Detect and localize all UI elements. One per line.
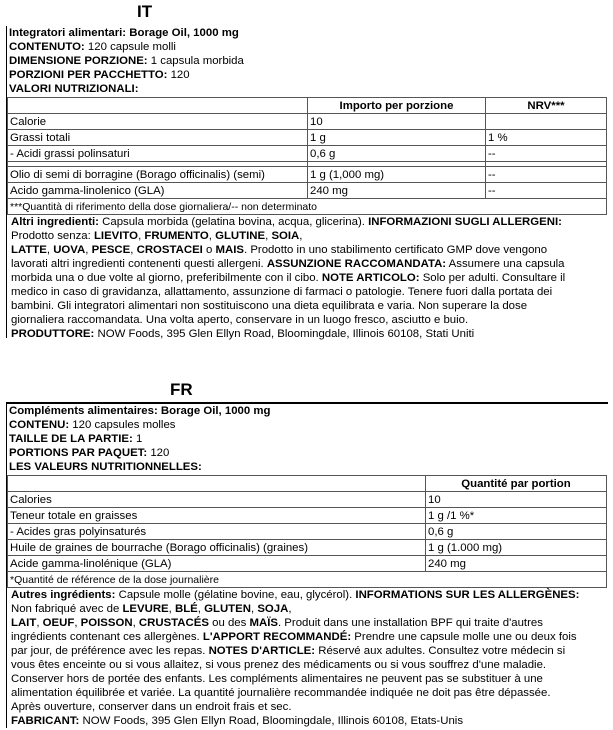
text-segment: , [74, 617, 81, 629]
text-segment: , [168, 603, 175, 615]
text-segment: , [138, 230, 145, 242]
text-segment: . Produit dans une installation BPF qui traite d'autres [277, 617, 543, 629]
text-segment: LATTE [11, 244, 47, 256]
table-row [8, 146, 607, 162]
row-nrv: 1 % [486, 130, 607, 146]
text-segment: lavorati altri ingredienti contenenti questi allergeni. [11, 258, 267, 270]
text-line [9, 271, 604, 285]
row-name: - Acides gras polyinsaturés [8, 524, 426, 540]
table-row [8, 114, 607, 130]
header-blank-cell [8, 98, 308, 114]
text-segment: , [85, 244, 92, 256]
text-segment: Capsule molle (gélatine bovine, eau, glycérol). [115, 589, 356, 601]
text-segment: vous êtes enceinte ou si vous allaitez, si vous prenez des médicaments ou si vous souffrez d'une maladie. [11, 659, 547, 671]
text-segment: Conserver hors de portée des enfants. Les compléments alimentaires ne peuvent pas se substituer à une [11, 673, 543, 685]
text-line [9, 243, 604, 257]
table-row [8, 183, 607, 199]
text-segment: MAIS [215, 244, 244, 256]
text-segment: OEUF [42, 617, 75, 629]
text-line [9, 644, 604, 658]
text-segment: par jour, de préférence avec les repas. [11, 645, 209, 657]
text-segment: SOJA [257, 603, 289, 615]
fr-nutrition-table [7, 475, 607, 588]
text-segment: Réservé aux adultes. Consultez votre médecin si [315, 645, 566, 657]
text-segment: FABRICANT: [11, 715, 80, 727]
text-segment: INFORMATIONS SUR LES ALLERGÈNES: [355, 589, 580, 601]
text-line [9, 630, 604, 644]
table-footnote-row [8, 199, 607, 215]
row-name: - Acidi grassi polinsaturi [8, 146, 308, 162]
header-value: Borage Oil, 1000 mg [126, 27, 239, 39]
it-header [7, 26, 608, 96]
text-segment: , [132, 617, 139, 629]
header-label: PORZIONI PER PACCHETTO: [9, 69, 168, 81]
header-line [7, 404, 608, 418]
nrv-header: NRV*** [486, 98, 607, 114]
text-segment: CROSTACEI [136, 244, 203, 256]
text-segment: ou des [208, 617, 250, 629]
text-line [9, 257, 604, 271]
text-segment: medico in caso di gravidanza, allattamento, assunzione di farmaci o patologie. Tenere fuori dalla portata dei [11, 286, 553, 298]
text-segment: , [130, 244, 137, 256]
header-value: Borage Oil, 1000 mg [157, 405, 271, 417]
it-label-block [6, 26, 608, 338]
row-amount: 1 g (1.000 mg) [426, 540, 607, 556]
row-amount: 0,6 g [426, 524, 607, 540]
header-label: LES VALEURS NUTRITIONNELLES: [9, 461, 202, 473]
row-amount: 10 [308, 114, 486, 130]
row-amount: 1 g /1 %* [426, 508, 607, 524]
header-value: 120 [147, 447, 170, 459]
table-row [8, 508, 607, 524]
text-segment: bambini. Gli integratori alimentari non sostituiscono una dieta equilibrata e varia. Non superare la dose [11, 300, 528, 312]
text-segment: MAÏS [249, 617, 278, 629]
text-segment: FRUMENTO [144, 230, 209, 242]
text-segment: Prodotto senza: [11, 230, 94, 242]
text-segment: GLUTINE [215, 230, 266, 242]
table-row [8, 556, 607, 572]
text-segment: LAIT [11, 617, 37, 629]
text-segment: , [265, 230, 272, 242]
row-amount: 1 g [308, 130, 486, 146]
text-segment: LIEVITO [93, 230, 139, 242]
header-value: 1 [132, 433, 143, 445]
lang-title-fr: FR [170, 380, 193, 399]
header-line [7, 418, 608, 432]
text-segment: UOVA [53, 244, 86, 256]
row-name: Calorie [8, 114, 308, 130]
header-label: CONTENU: [9, 419, 70, 431]
fr-ingredients-text [7, 588, 608, 728]
header-line [7, 40, 608, 54]
amount-header: Quantité par portion [426, 476, 607, 492]
table-row [8, 492, 607, 508]
header-label: VALORI NUTRIZIONALI: [9, 83, 139, 95]
text-segment: NOW Foods, 395 Glen Ellyn Road, Bloomingdale, Illinois 60108, Etats-Unis [79, 715, 464, 727]
table-header-row [8, 98, 607, 114]
table-row [8, 540, 607, 556]
text-segment: , [197, 603, 205, 615]
text-line [9, 215, 604, 229]
header-line [7, 82, 608, 96]
fr-label-block [6, 402, 608, 728]
text-segment: SOIA [271, 230, 300, 242]
text-segment: alimentation équilibrée et variée. La quantité journalière recommandée indiquée ne doit pas être dépassée. [11, 687, 551, 699]
text-segment: POISSON [80, 617, 133, 629]
table-header-row [8, 476, 607, 492]
row-amount: 10 [426, 492, 607, 508]
text-segment: Altri ingredienti: [11, 216, 99, 228]
row-nrv: -- [486, 146, 607, 162]
text-segment: Autres ingrédients: [11, 589, 116, 601]
text-segment: Capsula morbida (gelatina bovina, acqua, glicerina). [98, 216, 369, 228]
text-segment: Solo per adulti. Consultare il [419, 272, 566, 284]
header-line [7, 68, 608, 82]
text-line [9, 672, 604, 686]
row-amount: 1 g (1,000 mg) [308, 167, 486, 183]
text-segment: Assumere una capsula [446, 258, 565, 270]
text-segment: NOTES D'ARTICLE: [208, 645, 316, 657]
row-nrv: -- [486, 183, 607, 199]
row-name: Teneur totale en graisses [8, 508, 426, 524]
text-line [9, 229, 604, 243]
table-row [8, 167, 607, 183]
row-amount: 240 mg [308, 183, 486, 199]
header-value: 1 capsula morbida [147, 55, 244, 67]
it-nutrition-table [7, 97, 607, 215]
text-segment: Après ouverture, conserver dans un endroit frais et sec. [11, 701, 292, 713]
row-nrv: -- [486, 167, 607, 183]
text-segment: , [299, 230, 303, 242]
header-line [7, 460, 608, 474]
it-ingredients-text [7, 215, 608, 341]
text-segment: , [288, 603, 292, 615]
text-line [9, 700, 604, 714]
row-name: Acido gamma-linolenico (GLA) [8, 183, 308, 199]
text-segment: INFORMAZIONI SUGLI ALLERGENI: [368, 216, 562, 228]
row-name: Acide gamma-linolénique (GLA) [8, 556, 426, 572]
text-segment: , [36, 617, 43, 629]
text-segment: NOTE ARTICOLO: [321, 272, 420, 284]
fr-header [7, 404, 608, 474]
text-line [9, 299, 604, 313]
text-line [9, 327, 604, 341]
header-blank-cell [8, 476, 426, 492]
table-footnote-row [8, 572, 607, 588]
header-label: PORTIONS PAR PAQUET: [9, 447, 148, 459]
row-name: Olio di semi di borragine (Borago officinalis) (semi) [8, 167, 308, 183]
header-value: 120 capsule molli [84, 41, 176, 53]
amount-header: Importo per porzione [308, 98, 486, 114]
table-footnote: *Quantité de référence de la dose journalière [8, 572, 607, 588]
header-label: Integratori alimentari: [9, 27, 127, 39]
text-segment: LEVURE [122, 603, 169, 615]
text-segment: , [46, 244, 54, 256]
text-segment: NOW Foods, 395 Glen Ellyn Road, Bloomingdale, Illinois 60108, Stati Uniti [94, 328, 475, 340]
text-segment: , [208, 230, 216, 242]
header-line [7, 26, 608, 40]
header-value: 120 [167, 69, 190, 81]
row-amount: 240 mg [426, 556, 607, 572]
row-nrv [486, 114, 607, 130]
row-amount: 0,6 g [308, 146, 486, 162]
text-segment: BLÉ [175, 603, 198, 615]
text-segment: Prendre une capsule molle une ou deux fois [351, 631, 577, 643]
text-segment: Non fabriqué avec de [11, 603, 123, 615]
header-label: CONTENUTO: [9, 41, 85, 53]
text-segment: ASSUNZIONE RACCOMANDATA: [266, 258, 447, 270]
header-line [7, 432, 608, 446]
header-label: Compléments alimentaires: [9, 405, 158, 417]
text-line [9, 285, 604, 299]
text-segment: PRODUTTORE: [11, 328, 95, 340]
table-row [8, 524, 607, 540]
text-line [9, 313, 604, 327]
text-segment: o [202, 244, 216, 256]
text-line [9, 658, 604, 672]
text-segment: giornaliera raccomandata. Una volta aperto, conservare in un luogo fresco, asciutto e buio. [11, 314, 469, 326]
text-segment: . Prodotto in uno stabilimento certificato GMP dove vengono [244, 244, 548, 256]
header-line [7, 446, 608, 460]
lang-title-it: IT [137, 2, 153, 21]
text-segment: PESCE [91, 244, 131, 256]
header-line [7, 54, 608, 68]
row-name: Calories [8, 492, 426, 508]
text-segment: , [250, 603, 258, 615]
text-line [9, 686, 604, 700]
row-name: Huile de graines de bourrache (Borago officinalis) (graines) [8, 540, 426, 556]
text-line [9, 602, 604, 616]
table-row [8, 130, 607, 146]
header-label: DIMENSIONE PORZIONE: [9, 55, 148, 67]
text-segment: CRUSTACÉS [138, 617, 209, 629]
text-segment: GLUTEN [204, 603, 251, 615]
row-name: Grassi totali [8, 130, 308, 146]
text-segment: L'APPORT RECOMMANDÉ: [202, 631, 352, 643]
header-value: 120 capsules molles [69, 419, 176, 431]
text-segment: ingrédients contenant ces allergènes. [11, 631, 203, 643]
header-label: TAILLE DE LA PARTIE: [9, 433, 133, 445]
text-line [9, 588, 604, 602]
text-line [9, 714, 604, 728]
text-line [9, 616, 604, 630]
table-footnote: ***Quantità di riferimento della dose giornaliera/-- non determinato [8, 199, 607, 215]
text-segment: morbida una o due volte al giorno, preferibilmente con il cibo. [11, 272, 322, 284]
